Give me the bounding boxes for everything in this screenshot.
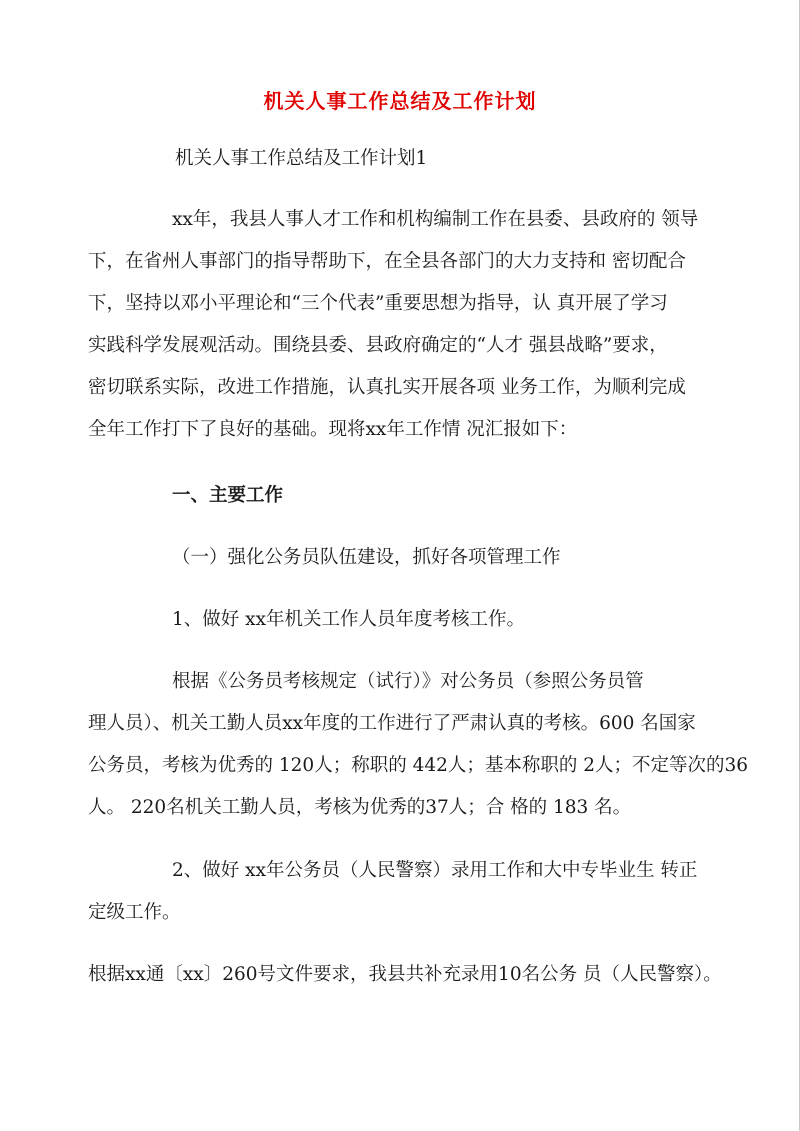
item-2-heading-line-1: 2、做好 xx年公务员（人民警察）录用工作和大中专毕业生 转正 [172,860,698,881]
item-2-heading-line-2: 定级工作。 [88,902,181,923]
item-1-body-line-2: 理人员）、机关工勤人员xx年度的工作进行了严肃认真的考核。600 名国家 [88,713,696,734]
intro-line-4: 实践科学发展观活动。围绕县委、县政府确定的“人才 强县战略”要求， [88,335,668,356]
subtitle: 机关人事工作总结及工作计划1 [175,148,428,169]
document-title: 机关人事工作总结及工作计划 [263,89,537,113]
item-1-body-line-1: 根据《公务员考核规定（试行）》对公务员（参照公务员管 [172,671,644,692]
intro-line-1: xx年，我县人事人才工作和机构编制工作在县委、县政府的 领导 [172,209,699,230]
intro-line-6: 全年工作打下了良好的基础。现将xx年工作情 况汇报如下： [88,419,578,440]
intro-line-5: 密切联系实际，改进工作措施，认真扎实开展各项 业务工作，为顺利完成 [88,377,686,398]
intro-line-3: 下，坚持以邓小平理论和“三个代表”重要思想为指导，认 真开展了学习 [88,293,668,314]
section-heading-main-work: 一、主要工作 [172,485,284,506]
item-1-body-line-4: 人。 220名机关工勤人员，考核为优秀的37人；合 格的 183 名。 [88,797,632,818]
subsection-heading-1: （一）强化公务员队伍建设，抓好各项管理工作 [172,547,561,568]
item-2-body: 根据xx通〔xx〕260号文件要求，我县共补充录用10名公务 员（人民警察）。 [88,964,722,985]
item-1-body-line-3: 公务员，考核为优秀的 120人；称职的 442人；基本称职的 2人；不定等次的36 [88,755,749,776]
item-1-heading: 1、做好 xx年机关工作人员年度考核工作。 [172,609,526,630]
intro-line-2: 下，在省州人事部门的指导帮助下，在全县各部门的大力支持和 密切配合 [88,251,686,272]
